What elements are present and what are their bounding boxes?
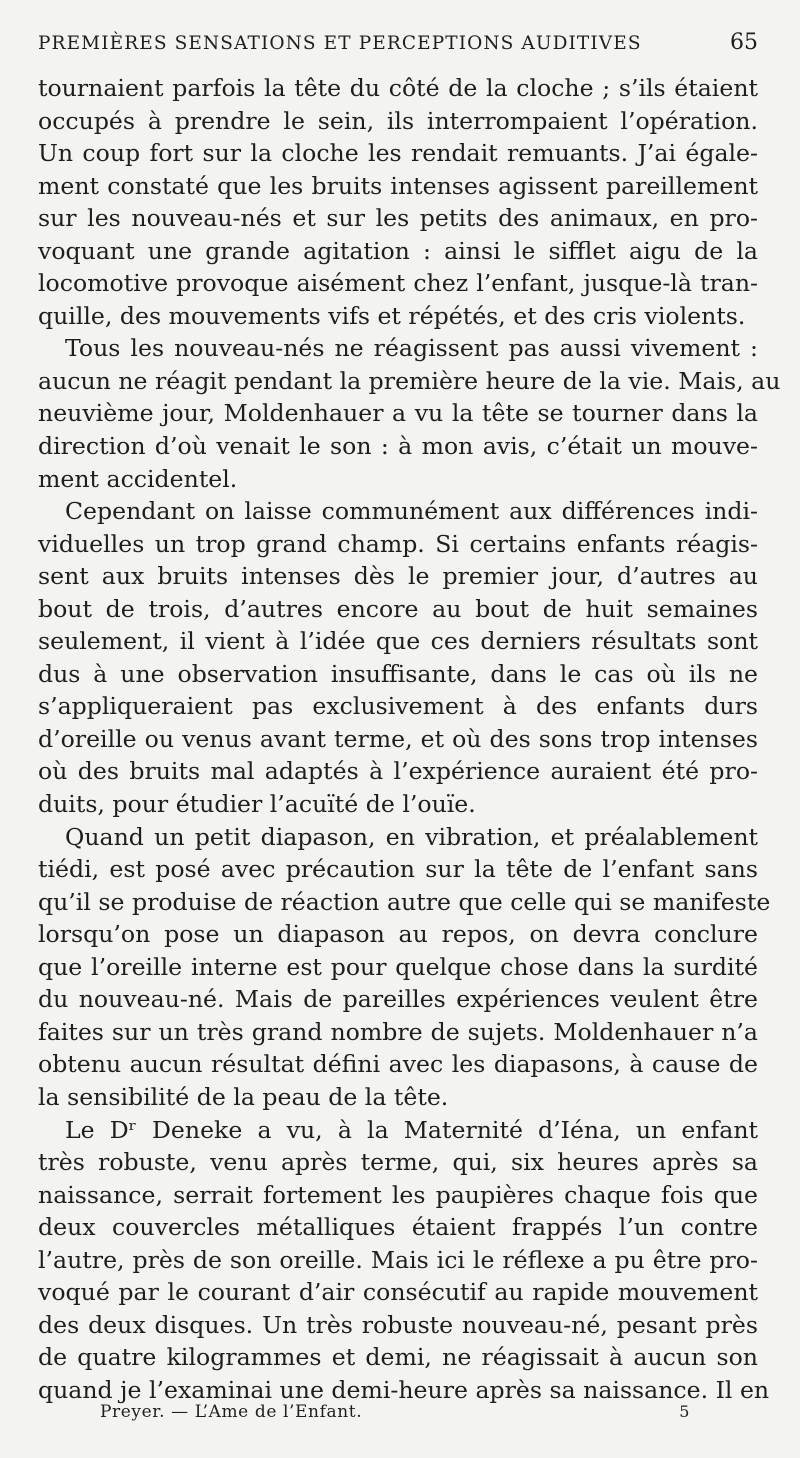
text-line: l’autre, près de son oreille. Mais ici le réflexe a pu être pro- xyxy=(38,1245,758,1274)
text-line: bout de trois, d’autres encore au bout de huit semaines xyxy=(38,594,758,623)
text-line: que l’oreille interne est pour quelque chose dans la surdité xyxy=(38,952,758,981)
body-text xyxy=(38,72,781,1406)
text-line: occupés à prendre le sein, ils interrompaient l’opération. xyxy=(38,106,758,135)
text-line: quand je l’examinai une demi-heure après sa naissance. Il en xyxy=(38,1375,770,1404)
text-line: viduelles un trop grand champ. Si certains enfants réagis- xyxy=(38,529,758,558)
text-line: Quand un petit diapason, en vibration, et préalablement xyxy=(65,822,758,851)
text-line: neuvième jour, Moldenhauer a vu la tête se tourner dans la xyxy=(38,399,758,428)
text-line: sent aux bruits intenses dès le premier jour, d’autres au xyxy=(38,562,758,591)
text-line: quille, des mouvements vifs et répétés, et des cris violents. xyxy=(38,301,746,330)
text-line: voquant une grande agitation : ainsi le sifflet aigu de la xyxy=(38,236,758,265)
text-line: lorsqu’on pose un diapason au repos, on devra conclure xyxy=(38,920,758,949)
text-line: de quatre kilogrammes et demi, ne réagissait à aucun son xyxy=(38,1343,758,1372)
text-line: ment accidentel. xyxy=(38,464,238,493)
text-line: Cependant on laisse communément aux différences indi- xyxy=(65,497,758,526)
text-line: très robuste, venu après terme, qui, six heures après sa xyxy=(38,1148,758,1177)
text-line: la sensibilité de la peau de la tête. xyxy=(38,1082,449,1111)
text-line: deux couvercles métalliques étaient frappés l’un contre xyxy=(38,1213,758,1242)
text-line: qu’il se produise de réaction autre que celle qui se manifeste xyxy=(38,887,771,916)
running-head xyxy=(38,30,758,64)
text-line: duits, pour étudier l’acuïté de l’ouïe. xyxy=(38,790,476,819)
page-number: 65 xyxy=(730,30,758,55)
text-line: faites sur un très grand nombre de sujets. Moldenhauer n’a xyxy=(38,1017,758,1046)
text-line: tiédi, est posé avec précaution sur la tête de l’enfant sans xyxy=(38,855,758,884)
signature-mark: 5 xyxy=(679,1402,690,1421)
text-line: direction d’où venait le son : à mon avis, c’était un mouve- xyxy=(38,432,758,461)
text-line: aucun ne réagit pendant la première heure de la vie. Mais, au xyxy=(38,366,781,395)
text-line: naissance, serrait fortement les paupières chaque fois que xyxy=(38,1180,758,1209)
text-line: tournaient parfois la tête du côté de la cloche ; s’ils étaient xyxy=(38,74,758,102)
running-title: PREMIÈRES SENSATIONS ET PERCEPTIONS AUDITIVES xyxy=(38,33,642,54)
text-line: des deux disques. Un très robuste nouveau-né, pesant près xyxy=(38,1310,758,1339)
text-line: seulement, il vient à l’idée que ces derniers résultats sont xyxy=(38,627,758,656)
text-line: obtenu aucun résultat défini avec les diapasons, à cause de xyxy=(38,1050,758,1079)
text-line: où des bruits mal adaptés à l’expérience auraient été pro- xyxy=(38,757,758,786)
text-line: s’appliqueraient pas exclusivement à des enfants durs xyxy=(38,692,758,721)
text-line: locomotive provoque aisément chez l’enfant, jusque-là tran- xyxy=(38,269,758,298)
page-footer xyxy=(100,1402,690,1422)
text-line: Le Dʳ Deneke a vu, à la Maternité d’Iéna, un enfant xyxy=(65,1115,758,1144)
text-line: dus à une observation insuffisante, dans le cas où ils ne xyxy=(38,659,758,688)
footer-author-title: Preyer. — L’Ame de l’Enfant. xyxy=(100,1402,363,1422)
text-line: ment constaté que les bruits intenses agissent pareillement xyxy=(38,171,758,200)
text-line: du nouveau-né. Mais de pareilles expériences veulent être xyxy=(38,985,758,1014)
text-line: sur les nouveau-nés et sur les petits des animaux, en pro- xyxy=(38,204,758,233)
text-line: Un coup fort sur la cloche les rendait remuants. J’ai égale- xyxy=(38,139,758,168)
text-line: voqué par le courant d’air consécutif au rapide mouvement xyxy=(38,1278,758,1307)
text-line: Tous les nouveau-nés ne réagissent pas aussi vivement : xyxy=(65,334,758,363)
text-line: d’oreille ou venus avant terme, et où des sons trop intenses xyxy=(38,724,758,753)
